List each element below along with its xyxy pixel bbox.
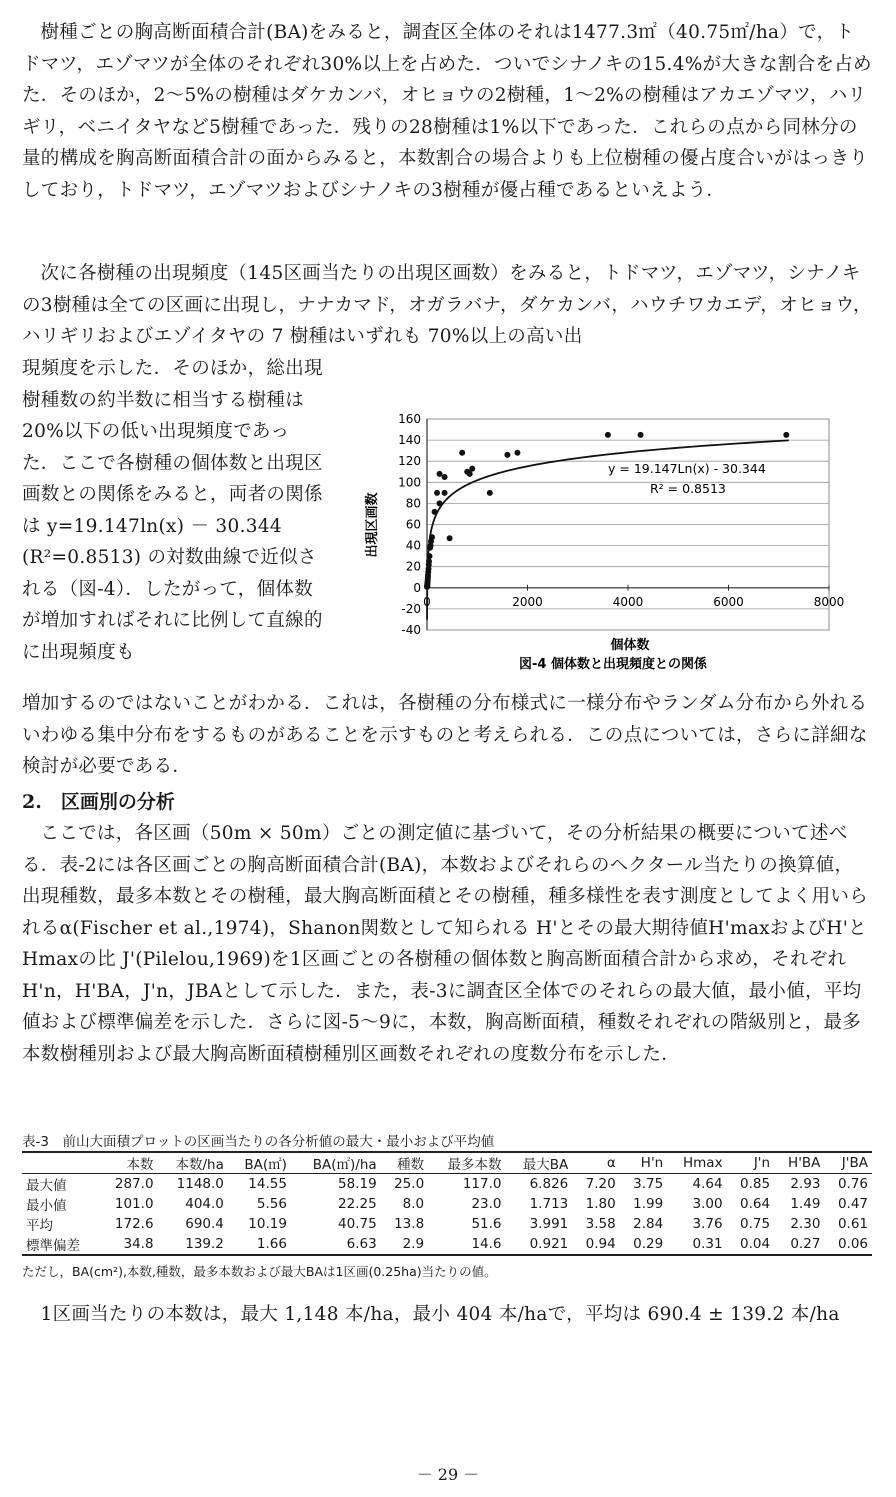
data-point bbox=[447, 535, 453, 541]
paragraph-frequency-wrap: 現頻度を示した．そのほか，総出現樹種数の約半数に相当する樹種は 20%以下の低い出現頻度であった．ここで各樹種の個体数と出現区画数との関係をみると，両者の関係は y=19.147ln(x) － 30.344 (R²=0.8513) の対数曲線で近似される（図-4）．したがって，個体数が増加すればそれに比例して直線的に出現頻度も bbox=[22, 358, 323, 663]
y-tick-label: -20 bbox=[401, 601, 421, 616]
table-cell: 0.76 bbox=[837, 1176, 868, 1192]
data-point bbox=[783, 432, 789, 438]
table-cell: 1.80 bbox=[585, 1196, 616, 1212]
table-cell: 139.2 bbox=[158, 1234, 228, 1255]
table-header-cell: BA(㎡)/ha bbox=[291, 1152, 381, 1174]
figure-4-scatter bbox=[355, 405, 865, 675]
table-cell: 8.0 bbox=[402, 1196, 425, 1212]
table-cell: 51.6 bbox=[471, 1216, 502, 1232]
table-cell: 2.9 bbox=[381, 1234, 428, 1255]
table-cell: 23.0 bbox=[471, 1196, 502, 1212]
data-point bbox=[487, 490, 493, 496]
table-cell: 平均 bbox=[26, 1218, 53, 1234]
table-cell: 25.0 bbox=[394, 1176, 425, 1192]
data-point bbox=[437, 500, 443, 506]
table-note: ただし，BA(cm²),本数,種数，最多本数および最大BAは1区画(0.25ha)当たりの値。 bbox=[22, 1264, 497, 1279]
y-tick-label: 80 bbox=[405, 496, 421, 511]
table-cell: 1.99 bbox=[633, 1196, 664, 1212]
data-point bbox=[514, 450, 520, 456]
r2-label: R² = 0.8513 bbox=[650, 481, 726, 496]
table-cell: 0.04 bbox=[727, 1234, 774, 1255]
table-cell: 0.27 bbox=[774, 1234, 824, 1255]
table-header-cell: α bbox=[572, 1152, 619, 1174]
data-point bbox=[434, 490, 440, 496]
table-cell: 3.76 bbox=[692, 1216, 723, 1232]
y-axis-label: 出現区画数 bbox=[365, 492, 380, 558]
table-header-cell: H'BA bbox=[774, 1152, 824, 1174]
table-header-cell bbox=[22, 1152, 99, 1174]
table-cell: 1.49 bbox=[790, 1196, 821, 1212]
table-header-cell: 本数 bbox=[99, 1152, 157, 1174]
table-row bbox=[22, 1174, 872, 1195]
table-cell: 1148.0 bbox=[176, 1176, 224, 1192]
table-cell: 3.991 bbox=[529, 1216, 569, 1232]
data-points bbox=[424, 432, 789, 590]
table-cell: 1.713 bbox=[529, 1196, 569, 1212]
data-point bbox=[504, 452, 510, 458]
table-cell: 690.4 bbox=[185, 1216, 224, 1232]
table-cell: 7.20 bbox=[585, 1176, 616, 1192]
table-cell: 0.47 bbox=[837, 1196, 868, 1212]
table-cell: 0.31 bbox=[667, 1234, 726, 1255]
table-cell: 13.8 bbox=[394, 1216, 425, 1232]
table-cell: 6.63 bbox=[291, 1234, 381, 1255]
data-point bbox=[427, 553, 433, 559]
data-point bbox=[424, 584, 430, 590]
section-heading: 2. 区画別の分析 bbox=[22, 791, 175, 813]
table-cell: 22.25 bbox=[338, 1196, 377, 1212]
table-cell: 1.66 bbox=[228, 1234, 291, 1255]
table-cell: 最小値 bbox=[26, 1198, 67, 1214]
equation-label: y = 19.147Ln(x) - 30.344 bbox=[608, 461, 766, 476]
y-tick-label: 20 bbox=[405, 559, 421, 574]
table-cell: 404.0 bbox=[185, 1196, 224, 1212]
table-header-row bbox=[22, 1152, 872, 1174]
y-tick-label: -40 bbox=[401, 623, 421, 637]
x-tick-label: 4000 bbox=[612, 594, 644, 609]
table-cell: 3.00 bbox=[692, 1196, 723, 1212]
table-body bbox=[22, 1174, 872, 1256]
y-tick-label: 160 bbox=[398, 412, 421, 426]
table-cell: 2.30 bbox=[790, 1216, 821, 1232]
data-point bbox=[427, 545, 433, 551]
table-cell: 6.826 bbox=[529, 1176, 569, 1192]
table-header-cell: 最多本数 bbox=[428, 1152, 505, 1174]
data-point bbox=[437, 471, 443, 477]
table-cell: 最大値 bbox=[26, 1178, 67, 1194]
table-cell: 14.55 bbox=[248, 1176, 287, 1192]
data-point bbox=[432, 509, 438, 515]
x-tick-label: 8000 bbox=[813, 594, 845, 609]
x-tick-label: 0 bbox=[423, 594, 431, 609]
data-point bbox=[459, 450, 465, 456]
y-tick-label: 60 bbox=[405, 517, 421, 532]
table-cell: 34.8 bbox=[99, 1234, 157, 1255]
data-point bbox=[605, 432, 611, 438]
table-header-cell: 種数 bbox=[381, 1152, 428, 1174]
y-tick-label: 140 bbox=[398, 433, 421, 448]
table-cell: 14.6 bbox=[428, 1234, 505, 1255]
y-tick-label: 120 bbox=[398, 454, 421, 469]
table-cell: 0.94 bbox=[572, 1234, 619, 1255]
table-header-cell: 本数/ha bbox=[158, 1152, 228, 1174]
x-tick-label: 6000 bbox=[713, 594, 744, 609]
table-cell: 0.64 bbox=[740, 1196, 771, 1212]
table-cell: 0.29 bbox=[620, 1234, 667, 1255]
table-cell: 標準偏差 bbox=[22, 1234, 99, 1255]
table-header-cell: J'BA bbox=[824, 1152, 872, 1174]
table-cell: 2.93 bbox=[790, 1176, 821, 1192]
table-header-cell: Hmax bbox=[667, 1152, 726, 1174]
paragraph-plot-analysis: ここでは，各区画（50m × 50m）ごとの測定値に基づいて，その分析結果の概要について述べる．表-2には各区画ごとの胸高断面積合計(BA)，本数およびそれらのヘクタール当たりの換算値，出現種数，最多本数とその樹種，最大胸高断面積とその樹種，種多様性を表す測度としてよく用いられるα(Fischer et al.,1974)，Shanon関数として知られる H'とその最大期待値H'maxおよびH'とHmaxの比 J'(Pilelou,1969)を1区画ごとの各樹種の個体数と胸高断面積合計から求め，それぞれH'n，H'BA，J'n，JBAとして示した．また，表-3に調査区全体でのそれらの最大値，最小値，平均値および標準偏差を示した．さらに図-5～9に，本数，胸高断面積，種数それぞれの階級別と，最多本数樹種別および最大胸高断面積樹種別区画数それぞれの度数分布を示した． bbox=[22, 823, 869, 1065]
data-point bbox=[464, 469, 470, 475]
y-tick-label: 40 bbox=[405, 538, 421, 553]
data-point bbox=[638, 432, 644, 438]
figure-caption: 図-4 個体数と出現頻度との関係 bbox=[519, 657, 707, 672]
data-point bbox=[469, 466, 475, 472]
y-tick-label: 100 bbox=[398, 475, 421, 490]
y-tick-label: 0 bbox=[413, 580, 421, 595]
paragraph-ba: 樹種ごとの胸高断面積合計(BA)をみると，調査区全体のそれは1477.3㎡（40.75㎡/ha）で，トドマツ，エゾマツが全体のそれぞれ30%以上を占めた．ついでシナノキの15.4%が大きな割合を占めた．そのほか，2～5%の樹種はダケカンバ，オヒョウの2樹種，1～2%の樹種はアカエゾマツ，ハリギリ，ベニイタヤなど5樹種であった．残りの28樹種は1%以下であった．これらの点から同林分の量的構成を胸高断面積合計の面からみると，本数割合の場合よりも上位樹種の優占度合いがはっきりしており，トドマツ，エゾマツおよびシナノキの3樹種が優占種であるといえよう． bbox=[22, 22, 872, 201]
x-tick-label: 2000 bbox=[512, 594, 543, 609]
table-cell: 172.6 bbox=[114, 1216, 154, 1232]
table-cell: 3.58 bbox=[585, 1216, 616, 1232]
table-cell: 0.75 bbox=[740, 1216, 771, 1232]
table-cell: 4.64 bbox=[692, 1176, 723, 1192]
table-header-cell: BA(㎡) bbox=[228, 1152, 291, 1174]
table-cell: 58.19 bbox=[338, 1176, 377, 1192]
table-cell: 5.56 bbox=[256, 1196, 287, 1212]
table-header-cell: J'n bbox=[727, 1152, 774, 1174]
stats-table bbox=[22, 1151, 872, 1256]
table-row bbox=[22, 1234, 872, 1255]
table-cell: 0.06 bbox=[824, 1234, 872, 1255]
table-caption: 表-3 前山大面積プロットの区画当たりの各分析値の最大・最小および平均値 bbox=[22, 1134, 495, 1150]
page-number: － 29 － bbox=[416, 1465, 480, 1484]
table-cell: 2.84 bbox=[633, 1216, 664, 1232]
table-row bbox=[22, 1194, 872, 1214]
paragraph-counts: 1区画当たりの本数は，最大 1,148 本/ha，最小 404 本/haで，平均は 690.4 ± 139.2 本/ha bbox=[40, 1304, 840, 1325]
table-cell: 40.75 bbox=[338, 1216, 377, 1232]
table-cell: 101.0 bbox=[114, 1196, 154, 1212]
table-cell: 0.61 bbox=[837, 1216, 868, 1232]
data-point bbox=[442, 490, 448, 496]
table-row bbox=[22, 1214, 872, 1234]
paragraph-frequency: 次に各樹種の出現頻度（145区画当たりの出現区画数）をみると，トドマツ，エゾマツ，シナノキの3樹種は全ての区画に出現し，ナナカマド，オガラバナ，ダケカンバ，ハウチワカエデ，オヒョウ，ハリギリおよびエゾイタヤの 7 樹種はいずれも 70%以上の高い出 bbox=[22, 263, 872, 347]
table-cell: 10.19 bbox=[248, 1216, 287, 1232]
table-cell: 3.75 bbox=[633, 1176, 664, 1192]
data-point bbox=[442, 474, 448, 480]
table-cell: 287.0 bbox=[114, 1176, 154, 1192]
table-cell: 117.0 bbox=[462, 1176, 502, 1192]
table-header-cell: 最大BA bbox=[506, 1152, 573, 1174]
x-axis-label: 個体数 bbox=[610, 638, 650, 653]
table-cell: 0.85 bbox=[740, 1176, 771, 1192]
table-header-cell: H'n bbox=[620, 1152, 667, 1174]
paragraph-frequency-end: 増加するのではないことがわかる．これは，各樹種の分布様式に一様分布やランダム分布から外れるいわゆる集中分布をするものがあることを示すものと考えられる．この点については，さらに詳細な検討が必要である． bbox=[22, 693, 868, 777]
table-cell: 0.921 bbox=[506, 1234, 573, 1255]
